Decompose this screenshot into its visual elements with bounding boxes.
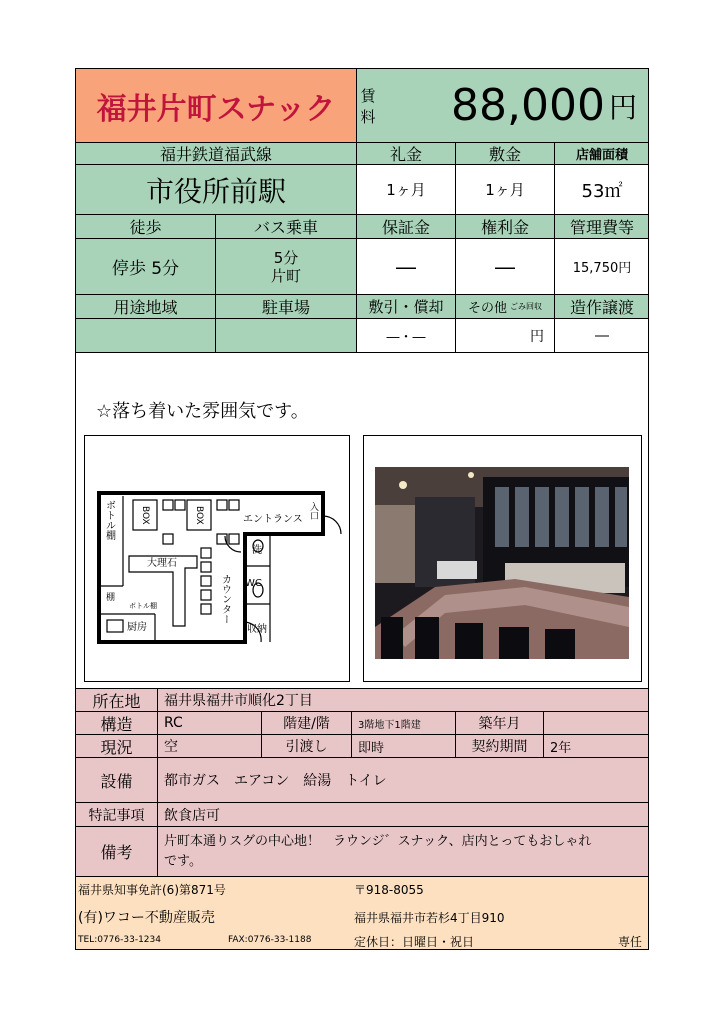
shikikin-value [456, 165, 555, 215]
handover-label-text: 引渡し [285, 739, 328, 755]
area-value [555, 165, 649, 215]
parking-header-text: 駐車場 [261, 298, 310, 317]
floorplan-kitchen: 厨房 [127, 622, 147, 633]
agent-tel [78, 935, 161, 945]
shikikin-header [456, 143, 555, 165]
rent-label-2: 料 [360, 107, 376, 126]
line-header-text: 福井鉄道福武線 [159, 145, 272, 164]
rent-label [357, 69, 379, 143]
area-value-text: 53㎡ [581, 180, 623, 202]
walk-value [76, 239, 216, 295]
shikikin-header-text: 敷金 [488, 145, 521, 164]
agent-footer [76, 877, 649, 950]
walk-value-text: 停歩 5分 [111, 259, 180, 279]
reikin-value [357, 165, 456, 215]
equipment-label [76, 758, 158, 803]
transfer-header [555, 295, 649, 319]
zoning-header [76, 295, 216, 319]
agent-fax [228, 935, 311, 945]
deduct-header-text: 敷引・償却 [368, 298, 444, 316]
deduct-value [357, 319, 456, 353]
handover-value-text: 即時 [358, 740, 385, 756]
tagline [96, 397, 309, 423]
remarks-label-text: 備考 [100, 843, 133, 862]
special-label [76, 803, 158, 827]
floorplan-entry: 入口 [308, 502, 318, 520]
agent-postal [354, 881, 424, 898]
structure-label-text: 構造 [100, 714, 133, 734]
contract-label [456, 735, 544, 758]
agent-tel-text: TEL:0776-33-1234 [78, 935, 161, 945]
floorplan-marble: 大理石 [147, 558, 177, 569]
remarks-line-2: です。 [164, 853, 202, 869]
bus-value-minutes: 5分 [273, 248, 299, 267]
contract-label-text: 契約期間 [471, 739, 528, 755]
rent-unit: 円 [608, 90, 637, 124]
reikin-value-text: 1ヶ月 [386, 181, 426, 199]
key-money-header [456, 215, 555, 239]
floorplan-shelf: 棚 [104, 592, 114, 601]
other-header-note: ごみ回収 [510, 302, 542, 311]
walk-header [76, 215, 216, 239]
remarks-line-1: 片町本通りスグの中心地！ ラウンジ゛スナック、店内とってもおしゃれ [164, 833, 592, 849]
bus-value-stop: 片町 [270, 266, 301, 285]
location-label [76, 689, 158, 712]
remarks-value [158, 827, 649, 877]
status-value-text: 空 [164, 739, 178, 755]
property-title [76, 69, 357, 143]
floorplan-storage: 収納 [247, 624, 267, 635]
handover-label [262, 735, 352, 758]
deposit-value [357, 239, 456, 295]
tagline-text: ☆落ち着いた雰囲気です。 [96, 401, 309, 422]
transfer-header-text: 造作譲渡 [569, 298, 634, 317]
contract-value-text: 2年 [550, 740, 572, 756]
interior-photo-drawing [375, 467, 629, 659]
structure-value-text: RC [164, 715, 183, 731]
built-label-text: 築年月 [478, 716, 521, 732]
bus-header [216, 215, 357, 239]
floors-label [262, 712, 352, 735]
shikikin-value-text: 1ヶ月 [485, 181, 525, 199]
remarks-label [76, 827, 158, 877]
special-value [158, 803, 649, 827]
location-label-text: 所在地 [92, 691, 141, 711]
parking-header [216, 295, 357, 319]
equipment-value-text: 都市ガス エアコン 給湯 トイレ [164, 773, 387, 789]
walk-header-text: 徒歩 [129, 218, 162, 237]
zoning-header-text: 用途地域 [113, 298, 178, 317]
transfer-value-text: ― [595, 327, 609, 344]
status-value [158, 735, 262, 758]
structure-label [76, 712, 158, 735]
other-header-text: その他 [467, 301, 507, 316]
status-label [76, 735, 158, 758]
location-value [158, 689, 649, 712]
floorplan-counter: カウンター [219, 574, 231, 624]
station-value [76, 165, 357, 215]
mgmt-value [555, 239, 649, 295]
agent-exclusive [618, 933, 642, 950]
line-header [76, 143, 357, 165]
agent-holiday [354, 933, 474, 950]
mgmt-header-text: 管理費等 [569, 218, 634, 237]
deduct-value-text: ―・― [386, 330, 426, 345]
floorplan-image [84, 435, 350, 682]
floors-value-text: 3階地下1階建 [358, 719, 421, 731]
floorplan-bottle-shelf: ボトル棚 [103, 500, 115, 540]
property-title-text: 福井片町スナック [96, 91, 336, 127]
deduct-header [357, 295, 456, 319]
agent-company-text: (有)ワコー不動産販売 [78, 910, 215, 926]
status-label-text: 現況 [100, 737, 133, 757]
deposit-header-text: 保証金 [381, 218, 430, 237]
interior-photo [363, 435, 642, 682]
equipment-label-text: 設備 [100, 771, 133, 791]
floorplan-wc: WC [245, 578, 262, 589]
bus-value [216, 239, 357, 295]
agent-company [78, 907, 215, 927]
agent-address [354, 909, 505, 926]
agent-address-text: 福井県福井市若杉4丁目910 [354, 911, 505, 925]
equipment-value [158, 758, 649, 803]
floorplan-box-2: BOX [194, 506, 204, 525]
other-value-text: 円 [530, 328, 544, 345]
other-header [456, 295, 555, 319]
floorplan-drawing [85, 436, 349, 681]
property-sheet [75, 68, 649, 950]
floorplan-wash: 洗 [249, 544, 261, 554]
rent-label-1: 賃 [360, 86, 376, 105]
photo-section [76, 353, 649, 689]
deposit-value-text: ― [396, 254, 416, 279]
key-money-header-text: 権利金 [480, 218, 529, 237]
contract-value [544, 735, 649, 758]
area-header [555, 143, 649, 165]
agent-holiday-text: 定休日：日曜日・祝日 [354, 935, 475, 949]
key-money-value [456, 239, 555, 295]
floorplan-bottle-small: ボトル棚 [129, 602, 157, 610]
parking-value [216, 319, 357, 353]
reikin-header-text: 礼金 [389, 145, 422, 164]
agent-postal-text: 〒918-8055 [354, 883, 424, 897]
special-value-text: 飲食店可 [164, 807, 220, 824]
other-value [456, 319, 555, 353]
floorplan-box-1: BOX [140, 506, 150, 525]
agent-exclusive-text: 専任 [618, 935, 643, 949]
floorplan-entrance: エントランス [243, 514, 303, 525]
station-value-text: 市役所前駅 [145, 174, 286, 208]
mgmt-value-text: 15,750円 [572, 261, 632, 276]
bus-header-text: バス乗車 [253, 218, 318, 237]
agent-fax-text: FAX:0776-33-1188 [228, 935, 312, 945]
agent-license-text: 福井県知事免許(6)第871号 [78, 883, 226, 897]
agent-license [78, 881, 226, 898]
transfer-value [555, 319, 649, 353]
reikin-header [357, 143, 456, 165]
floors-label-text: 階建/階 [283, 716, 330, 732]
built-value [544, 712, 649, 735]
rent-value [379, 69, 649, 143]
structure-value [158, 712, 262, 735]
area-header-text: 店舗面積 [575, 148, 628, 163]
location-value-text: 福井県福井市順化2丁目 [164, 693, 313, 709]
zoning-value [76, 319, 216, 353]
built-label [456, 712, 544, 735]
handover-value [352, 735, 456, 758]
rent-amount: 88,000 [451, 80, 605, 131]
key-money-value-text: ― [495, 254, 515, 279]
deposit-header [357, 215, 456, 239]
special-label-text: 特記事項 [88, 807, 145, 824]
floors-value [352, 712, 456, 735]
mgmt-header [555, 215, 649, 239]
